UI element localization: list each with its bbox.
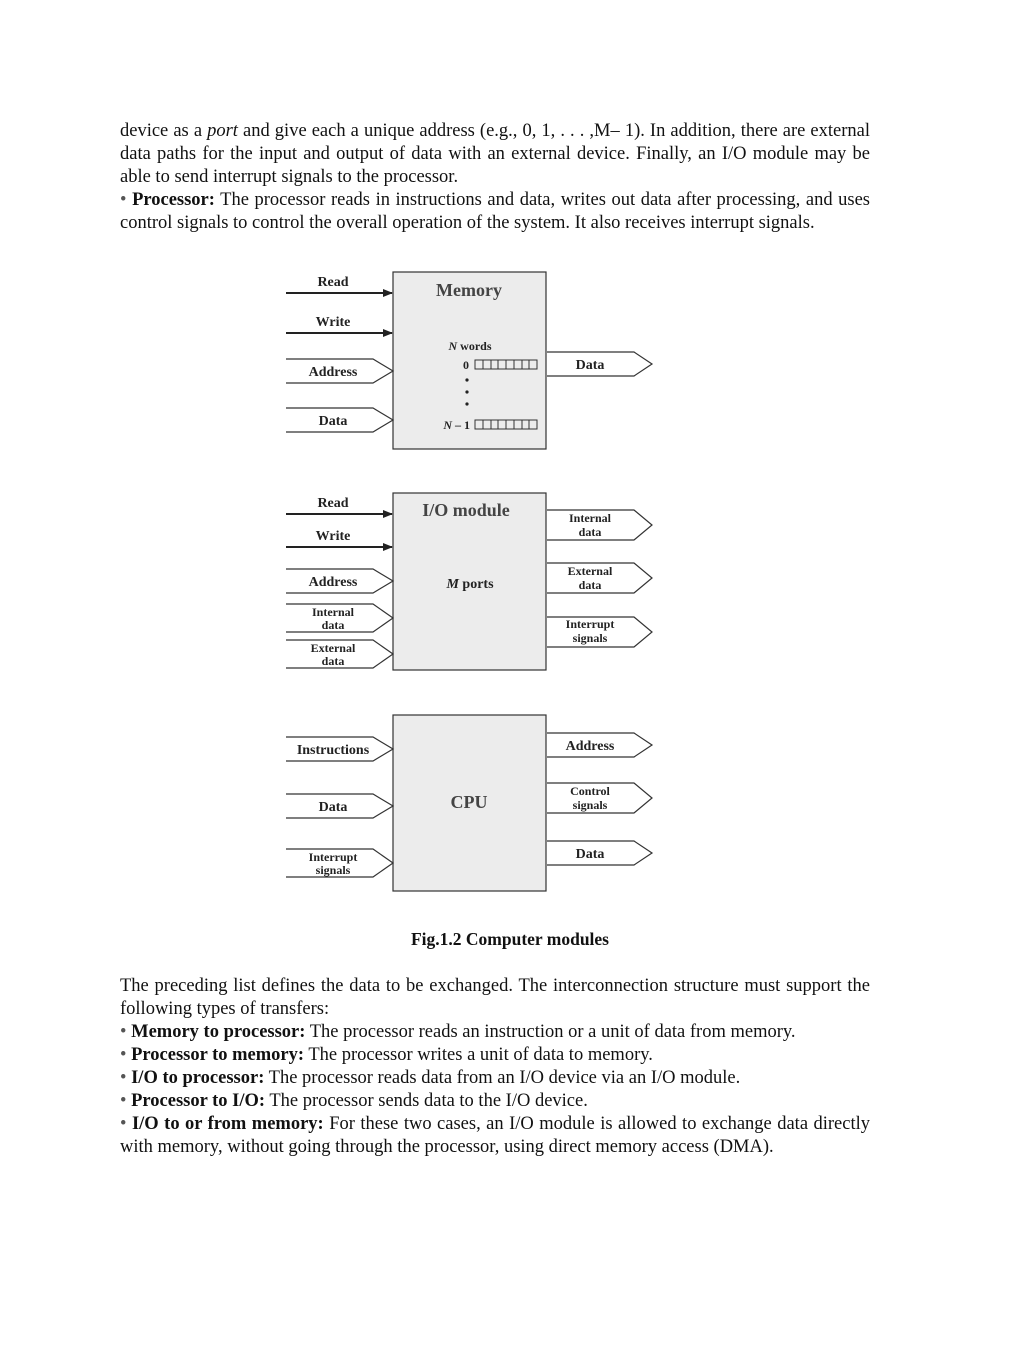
svg-text:Internal: Internal <box>312 605 354 619</box>
io-title: I/O module <box>422 500 510 520</box>
port-term: port <box>207 121 238 141</box>
cpu-instructions-label: Instructions <box>296 743 370 758</box>
memory-data-in-label: Data <box>318 414 348 429</box>
svg-text:signals: signals <box>572 798 608 812</box>
io-interrupt-signals-arrow <box>547 617 652 647</box>
figure-caption: Fig.1.2 Computer modules <box>410 929 609 949</box>
io-read-line <box>286 496 392 514</box>
svg-text:signals: signals <box>572 631 608 645</box>
cpu-address-out-arrow <box>547 733 652 757</box>
cpu-data-out-label: Data <box>575 847 605 862</box>
cpu-module <box>286 715 652 891</box>
io-address-label: Address <box>308 575 358 590</box>
transfer-item: • Processor to I/O: The processor sends data to the I/O device. <box>120 1091 588 1111</box>
memory-read-label: Read <box>317 275 349 290</box>
io-write-label: Write <box>315 529 351 544</box>
io-ports-label: M ports <box>446 577 494 592</box>
io-external-data-in-arrow <box>286 640 393 668</box>
svg-text:data: data <box>578 578 602 592</box>
svg-text:data: data <box>578 525 602 539</box>
cpu-data-in-label: Data <box>318 800 348 815</box>
transfer-item: • I/O to or from memory: For these two cases, an I/O module is allowed to exchange data directly with memory, without going through the processor, using direct memory access (DMA). <box>120 1114 871 1157</box>
io-external-data-out-arrow <box>547 563 652 593</box>
memory-index-first: 0 <box>463 358 469 372</box>
svg-text:External: External <box>310 641 356 655</box>
cpu-title: CPU <box>450 792 488 812</box>
memory-write-label: Write <box>315 315 351 330</box>
transfer-item: • I/O to processor: The processor reads data from an I/O device via an I/O module. <box>120 1068 741 1088</box>
processor-label: Processor: <box>132 190 215 210</box>
memory-data-out-label: Data <box>575 358 605 373</box>
intro-paragraph: device as a port and give each a unique address (e.g., 0, 1, . . . ,M– 1). In addition, there are external data paths for the input and output of data with an external device. Finally, an I/O module may be able to send interrupt signals to the processor. • Processor: The processor reads in instructions and data, writes out data after processing, and uses control signals to control the overall operation of the system. It also receives interrupt signals. <box>120 121 871 233</box>
cpu-instructions-arrow <box>286 737 393 761</box>
svg-text:Interrupt: Interrupt <box>308 850 358 864</box>
io-internal-data-in-arrow <box>286 604 393 632</box>
io-module <box>286 493 652 670</box>
memory-words-label: N words <box>448 339 492 353</box>
memory-title: Memory <box>436 280 502 300</box>
io-internal-data-out-arrow <box>547 510 652 540</box>
io-address-arrow <box>286 569 393 593</box>
cpu-interrupt-in-arrow <box>286 849 393 877</box>
memory-data-out-arrow <box>547 352 652 376</box>
transfer-item: • Processor to memory: The processor writes a unit of data to memory. <box>120 1045 653 1065</box>
memory-address-label: Address <box>308 365 358 380</box>
svg-text:data: data <box>321 618 345 632</box>
transfer-item: • Memory to processor: The processor reads an instruction or a unit of data from memory. <box>120 1022 796 1042</box>
memory-address-arrow <box>286 359 393 383</box>
cpu-data-out-arrow <box>547 841 652 865</box>
memory-module <box>286 272 652 449</box>
svg-text:Interrupt: Interrupt <box>565 617 615 631</box>
svg-text:Control: Control <box>570 784 610 798</box>
memory-data-in-arrow <box>286 408 393 432</box>
svg-text:External: External <box>567 564 613 578</box>
io-read-label: Read <box>317 496 349 511</box>
svg-text:Internal: Internal <box>569 511 611 525</box>
cpu-control-signals-arrow <box>547 783 652 813</box>
memory-index-last: N – 1 <box>443 418 470 432</box>
memory-read-line <box>286 275 392 293</box>
transfers-paragraph: The preceding list defines the data to be exchanged. The interconnection structure must support the following types of transfers: • Memory to processor: The processor reads an instruction or a unit of data from memory. • Processor to memory: The processor writes a unit of data to memory. • I/O to processor: The processor reads data from an I/O device via an I/O module. • Processor to I/O: The processor sends data to the I/O device. • I/O to or from memory: For these two cases, an I/O module is allowed to exchange data directly with memory, without going through the processor, using direct memory access (DMA). <box>120 976 871 1157</box>
cpu-data-in-arrow <box>286 794 393 818</box>
svg-text:data: data <box>321 654 345 668</box>
memory-write-line <box>286 315 392 333</box>
svg-text:signals: signals <box>315 863 351 877</box>
io-write-line <box>286 529 392 547</box>
cpu-address-label: Address <box>565 739 615 754</box>
